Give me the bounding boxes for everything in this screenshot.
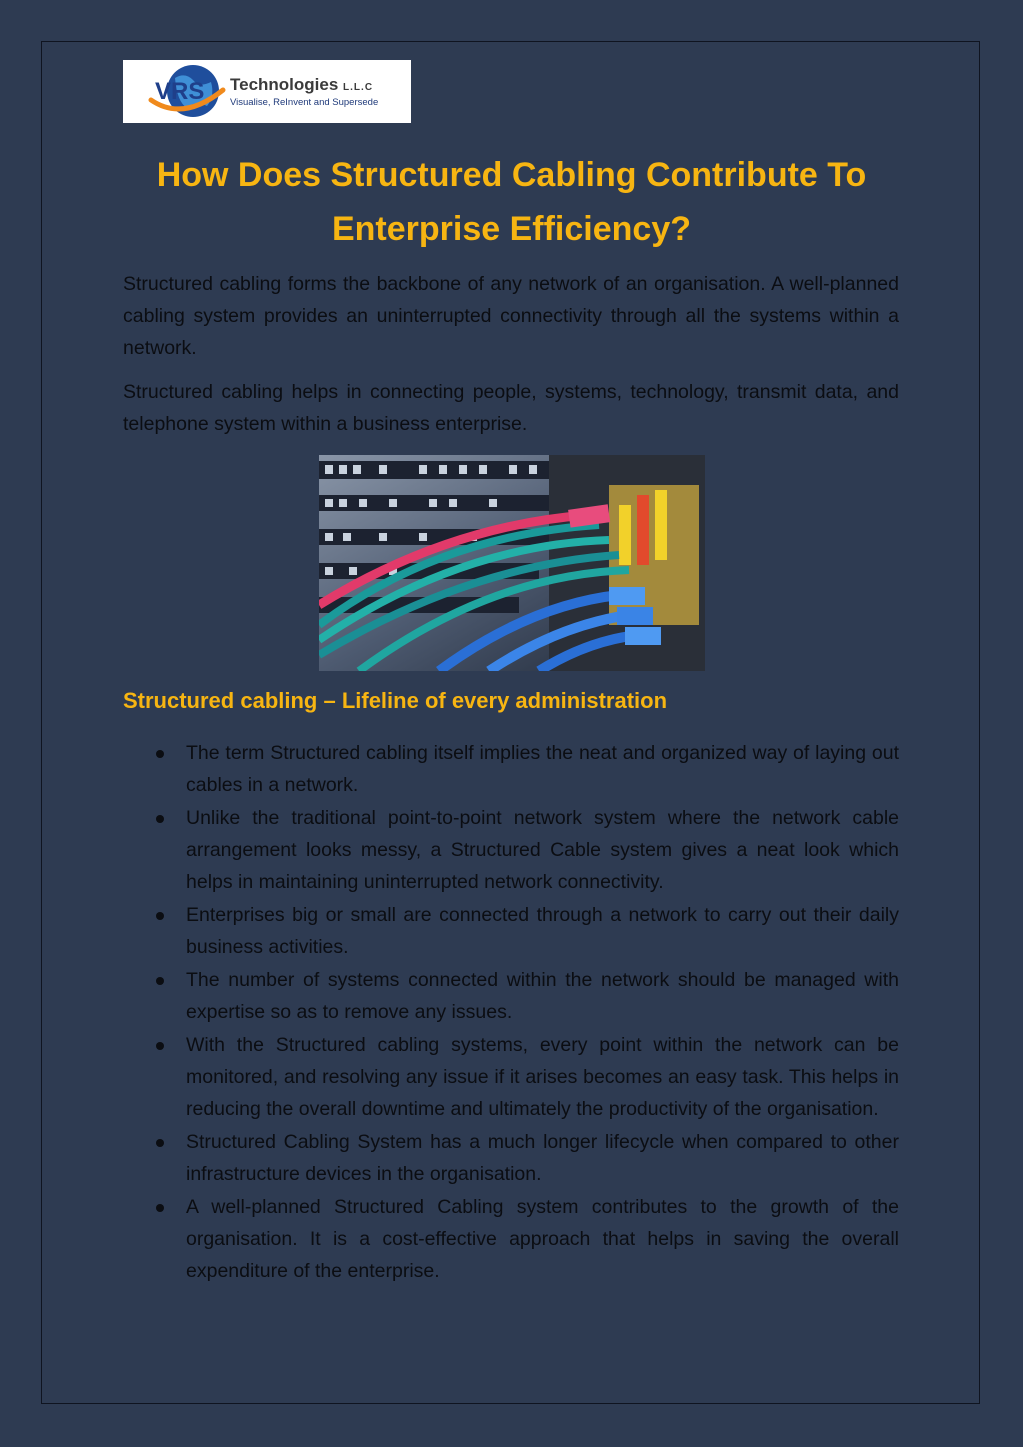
list-item: With the Structured cabling systems, every point within the network can be monitored, and resolving any issue if it arises becomes an easy task. This helps in reducing the overall downtime and ultimately the productivity of the organisation. <box>123 1029 899 1125</box>
list-item: Unlike the traditional point-to-point network system where the network cable arrangement looks messy, a Structured Cable system gives a neat look which helps in maintaining uninterrupted network connectivity. <box>123 802 899 898</box>
page-title: How Does Structured Cabling Contribute To Enterprise Efficiency? <box>156 156 867 248</box>
list-item: The number of systems connected within the network should be managed with expertise so as to remove any issues. <box>123 964 899 1028</box>
list-item: The term Structured cabling itself implies the neat and organized way of laying out cables in a network. <box>123 737 899 801</box>
company-logo <box>123 60 411 123</box>
logo-name: Technologies <box>230 75 339 94</box>
intro-paragraph-2: Structured cabling helps in connecting people, systems, technology, transmit data, and telephone system within a business enterprise. <box>123 381 899 435</box>
intro-paragraph-1: Structured cabling forms the backbone of any network of an organisation. A well-planned cabling system provides an uninterrupted connectivity through all the systems within a network. <box>123 273 899 359</box>
globe-logo-icon <box>123 60 233 123</box>
list-item: Structured Cabling System has a much longer lifecycle when compared to other infrastructure devices in the organisation. <box>123 1126 899 1190</box>
list-item: A well-planned Structured Cabling system contributes to the growth of the organisation. It is a cost-effective approach that helps in saving the overall expenditure of the enterprise. <box>123 1191 899 1287</box>
network-patch-cables-illustration <box>319 455 705 671</box>
logo-tagline: Visualise, ReInvent and Supersede <box>230 97 379 108</box>
section-heading: Structured cabling – Lifeline of every administration <box>123 688 668 713</box>
bullet-icon <box>156 977 164 985</box>
bullet-icon <box>156 1042 164 1050</box>
list-item: Enterprises big or small are connected through a network to carry out their daily business activities. <box>123 899 899 963</box>
bullet-list <box>123 737 899 1288</box>
bullet-icon <box>156 1139 164 1147</box>
bullet-icon <box>156 815 164 823</box>
bullet-icon <box>156 912 164 920</box>
logo-mark: VRS <box>155 78 205 105</box>
network-cables-image <box>319 455 705 671</box>
bullet-icon <box>156 750 164 758</box>
logo-suffix: L.L.C <box>343 82 374 93</box>
bullet-icon <box>156 1204 164 1212</box>
